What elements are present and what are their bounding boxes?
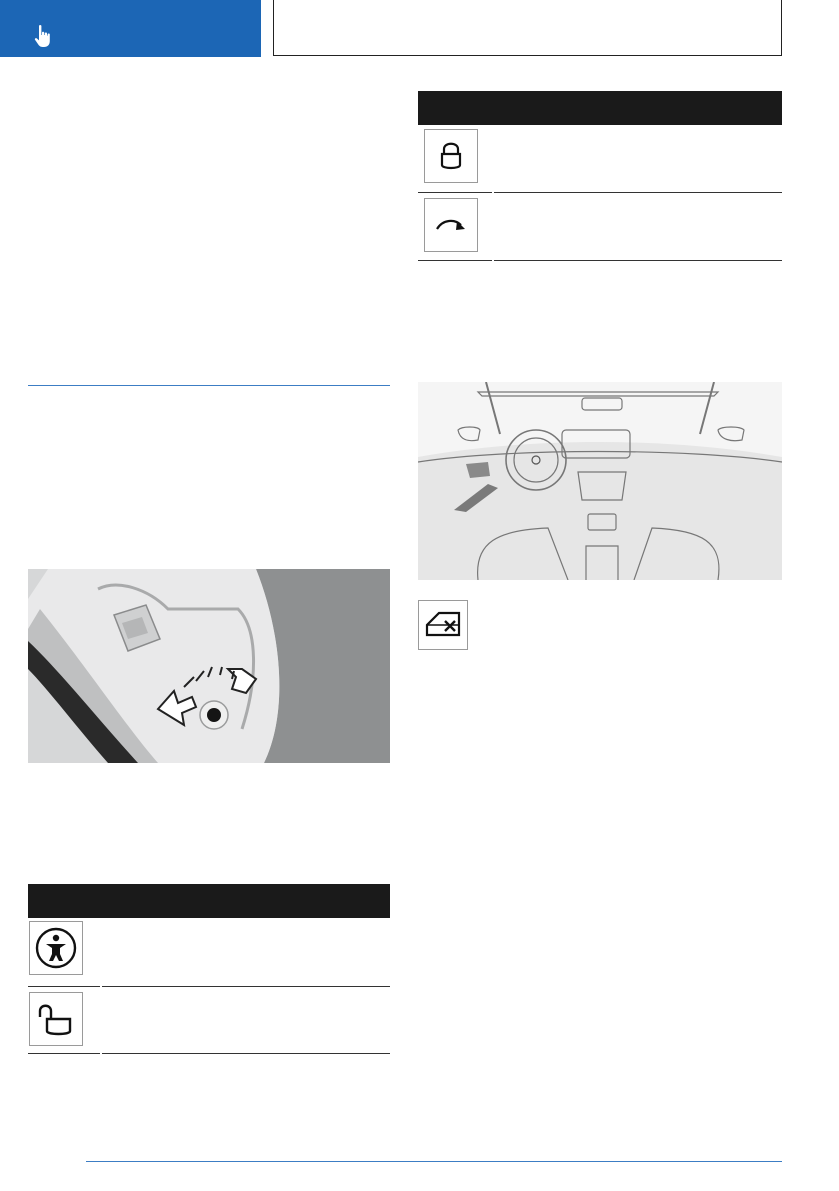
table-divider [418,260,492,261]
table-divider [418,192,492,193]
footer-rule [86,1161,782,1162]
pointing-hand-icon [30,22,60,52]
child-safety-icon [29,921,83,975]
door-child-lock-photo [28,569,390,763]
table-divider [102,1053,390,1054]
lock-closed-icon [424,129,478,183]
table-divider [102,986,390,987]
cockpit-switch-illustration [418,382,782,580]
table-divider [494,260,782,261]
table-divider [28,986,100,987]
table-header [28,884,390,918]
page-header-box [273,0,782,56]
table-divider [28,1053,100,1054]
window-lock-icon [418,600,468,650]
section-rule [28,385,390,386]
table-header [418,91,782,125]
table-divider [494,192,782,193]
curved-arrow-icon [424,198,478,252]
lock-open-icon [29,992,83,1046]
